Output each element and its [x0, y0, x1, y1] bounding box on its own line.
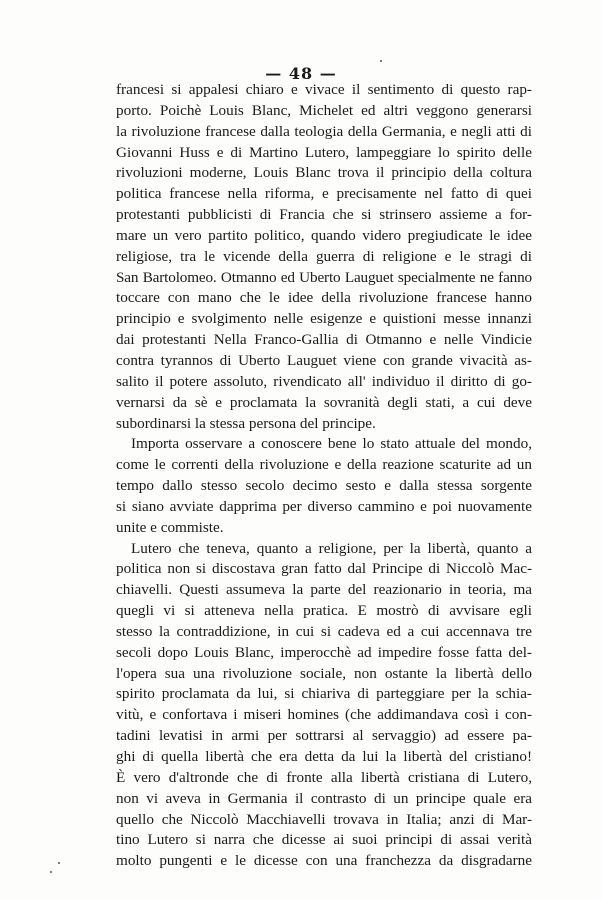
text-line: quello che Niccolò Macchiavelli trovava in Italia; anzi di Mar-	[116, 810, 532, 828]
ink-speck	[50, 871, 52, 873]
text-line: spirito proclamata da lui, si chiariva di parteggiare per la schia-	[116, 685, 532, 703]
text-line: quegli vi si atteneva nella pratica. E mostrò di avvisare egli	[116, 602, 532, 620]
text-line: la rivoluzione francese dalla teologia della Germania, e negli atti di	[116, 122, 532, 140]
paragraph-end-line: unite e commiste.	[116, 518, 224, 536]
text-line: politica francese nella riforma, e precisamente nel fatto di quei	[116, 185, 532, 203]
text-line: tino Lutero si narra che dicesse ai suoi principi di assai verità	[116, 831, 532, 849]
text-line: salito il potere assoluto, rivendicato all' individuo il diritto di go-	[116, 372, 532, 390]
text-line: francesi si appalesi chiaro e vivace il sentimento di questo rap-	[116, 81, 532, 98]
text-line: non vi aveva in Germania il contrasto di un principe quale era	[116, 789, 532, 807]
text-line: come le correnti della rivoluzione e della reazione scaturite ad un	[116, 456, 532, 474]
text-line: l'opera sua una rivoluzione sociale, non ostante la libertà dello	[116, 664, 532, 682]
text-line: politica non si discostava gran fatto dal Principe di Niccolò Mac-	[116, 560, 532, 578]
text-line: chiavelli. Questi assumeva la parte del reazionario in teoria, ma	[116, 581, 532, 599]
ink-speck	[58, 862, 60, 864]
text-line: religiose, tra le vicende della guerra di religione e le stragi di	[116, 247, 532, 265]
text-line: Giovanni Huss e di Martino Lutero, lampeggiare lo spirito delle	[116, 143, 532, 161]
text-line: vernarsi da sè e proclamata la sovranità degli stati, a cui deve	[116, 393, 532, 411]
text-line: contra tyrannos di Uberto Lauguet viene con grande vivacità as-	[116, 351, 532, 369]
text-line: porto. Poichè Louis Blanc, Michelet ed altri veggono generarsi	[116, 101, 532, 119]
text-line: stesso la contraddizione, in cui si cadeva ed a cui accennava tre	[116, 622, 532, 640]
text-line: toccare con mano che le idee della rivoluzione francese hanno	[116, 289, 532, 307]
text-line: tempo dallo stesso secolo decimo sesto e dalla stessa sorgente	[116, 477, 532, 495]
text-line: È vero d'altronde che di fronte alla libertà cristiana di Lutero,	[116, 768, 532, 786]
text-line: protestanti pubblicisti di Francia che si strinsero assieme a for-	[116, 206, 532, 224]
text-line: rivoluzioni moderne, Louis Blanc trova il principio della coltura	[116, 164, 532, 182]
text-line: San Bartolomeo. Otmanno ed Uberto Lauguet specialmente ne fanno	[116, 268, 532, 286]
page-number: — 48 —	[265, 64, 337, 83]
paragraph-start-line: Importa osservare a conoscere bene lo stato attuale del mondo,	[131, 435, 532, 453]
paragraph-end-line: subordinarsi la stessa persona del principe.	[116, 414, 376, 432]
text-line: dai protestanti Nella Franco-Gallia di Otmanno e nelle Vindicie	[116, 331, 532, 349]
body-text	[116, 80, 532, 872]
text-line: molto pungenti e le dicesse con una franchezza da disgradarne	[116, 852, 532, 870]
text-line: si siano avviate dapprima per diverso cammino e poi nuovamente	[116, 497, 532, 515]
text-line: secoli dopo Louis Blanc, imperocchè ad impedire fosse fatta del-	[116, 643, 532, 661]
text-line: tadini levatisi in armi per sottrarsi al servaggio) ad essere pa-	[116, 727, 532, 745]
text-line: ghi di quella libertà che era detta da lui la libertà del cristiano!	[116, 748, 532, 765]
paragraph-start-line: Lutero che teneva, quanto a religione, per la libertà, quanto a	[131, 539, 532, 557]
ink-speck	[380, 60, 382, 62]
text-line: mare un vero partito politico, quando videro pregiudicate le idee	[116, 226, 532, 244]
text-line: vitù, e confortava i miseri homines (che addimandava così i con-	[116, 706, 532, 724]
text-line: principio e svolgimento nelle esigenze e quistioni messe innanzi	[116, 310, 532, 328]
